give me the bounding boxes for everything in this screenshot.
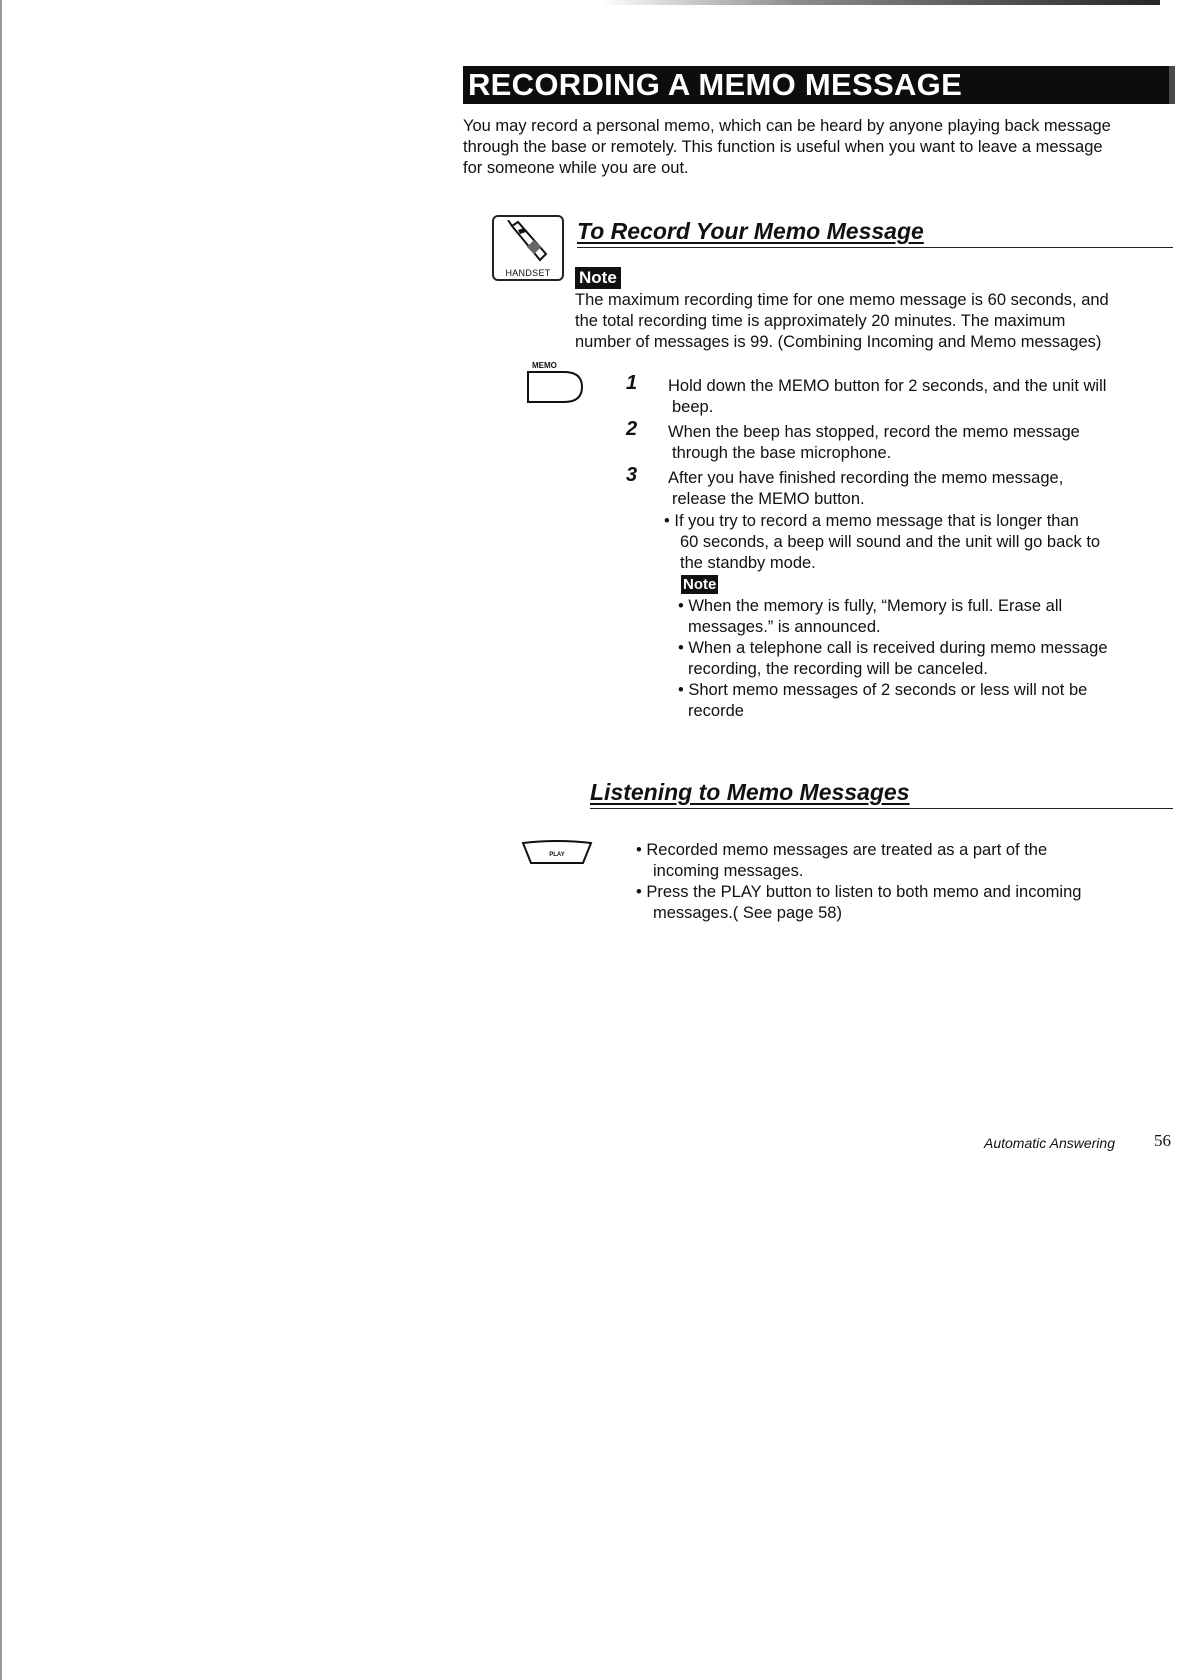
page-number: 56 xyxy=(1154,1131,1171,1150)
title-bar-edge xyxy=(1169,66,1175,104)
note-text xyxy=(575,290,1173,353)
intro-line: for someone while you are out. xyxy=(463,159,689,177)
note-badge: Note xyxy=(575,267,621,289)
memo-button-label: MEMO xyxy=(532,361,557,370)
listen-line: • Recorded memo messages are treated as a part of the xyxy=(636,841,1048,859)
step-line: release the MEMO button. xyxy=(672,490,865,508)
page-title xyxy=(463,66,1175,104)
note-line: number of messages is 99. (Combining Incoming and Memo messages) xyxy=(575,333,1102,351)
step-text xyxy=(668,468,1168,510)
note-line: The maximum recording time for one memo message is 60 seconds, and xyxy=(575,291,1109,309)
memo-button-icon xyxy=(526,370,584,404)
step-line: through the base microphone. xyxy=(672,444,892,462)
step-number: 1 xyxy=(626,372,638,394)
note-line: the total recording time is approximately 20 minutes. The maximum xyxy=(575,312,1066,330)
note2-line: • Short memo messages of 2 seconds or less will not be xyxy=(678,681,1088,699)
step-text xyxy=(668,422,1168,464)
scan-edge xyxy=(0,0,2,1680)
step-number: 3 xyxy=(626,464,638,486)
scan-noise xyxy=(600,0,1160,5)
listen-line: • Press the PLAY button to listen to both memo and incoming xyxy=(636,883,1082,901)
step-number: 2 xyxy=(626,418,638,440)
intro-line: through the base or remotely. This function is useful when you want to leave a message xyxy=(463,138,1103,156)
intro-line: You may record a personal memo, which can be heard by anyone playing back message xyxy=(463,117,1111,135)
step-line: After you have finished recording the memo message, xyxy=(668,469,1064,487)
play-button-label: PLAY xyxy=(549,852,565,858)
note2-list xyxy=(678,596,1178,722)
note2-item xyxy=(678,680,1178,722)
note2-item xyxy=(678,638,1178,680)
handset-label: HANDSET xyxy=(505,268,551,278)
bullet-line: • If you try to record a memo message that is longer than xyxy=(664,512,1079,530)
play-button-icon xyxy=(521,840,593,866)
step-bullet xyxy=(664,511,1174,574)
note2-line: • When the memory is fully, “Memory is full. Erase all xyxy=(678,597,1063,615)
handset-phone-icon xyxy=(502,220,556,264)
intro-paragraph xyxy=(463,116,1175,179)
note2-line: • When a telephone call is received during memo message xyxy=(678,639,1108,657)
step-text xyxy=(668,376,1168,418)
section-heading-record xyxy=(577,218,1173,248)
page-title-text: RECORDING A MEMO MESSAGE xyxy=(468,67,963,102)
note2-line: recording, the recording will be canceled. xyxy=(688,660,988,678)
section-heading-text: Listening to Memo Messages xyxy=(590,779,910,805)
note-badge: Note xyxy=(683,576,717,593)
listen-line: messages.( See page 58) xyxy=(653,904,842,922)
listen-item xyxy=(636,882,1176,924)
step-line: beep. xyxy=(672,398,714,416)
note2-line: recorde xyxy=(688,702,744,720)
listen-list xyxy=(636,840,1176,924)
note2-item xyxy=(678,596,1178,638)
step-line: When the beep has stopped, record the memo message xyxy=(668,423,1080,441)
bullet-line: 60 seconds, a beep will sound and the unit will go back to xyxy=(680,533,1101,551)
section-heading-text: To Record Your Memo Message xyxy=(577,218,924,244)
note2-line: messages.” is announced. xyxy=(688,618,881,636)
listen-item xyxy=(636,840,1176,882)
section-heading-listen xyxy=(590,779,1173,809)
handset-icon xyxy=(492,215,564,281)
footer-section-name: Automatic Answering xyxy=(984,1135,1115,1151)
bullet-line: the standby mode. xyxy=(680,554,816,572)
step-line: Hold down the MEMO button for 2 seconds, and the unit will xyxy=(668,377,1107,395)
listen-line: incoming messages. xyxy=(653,862,804,880)
